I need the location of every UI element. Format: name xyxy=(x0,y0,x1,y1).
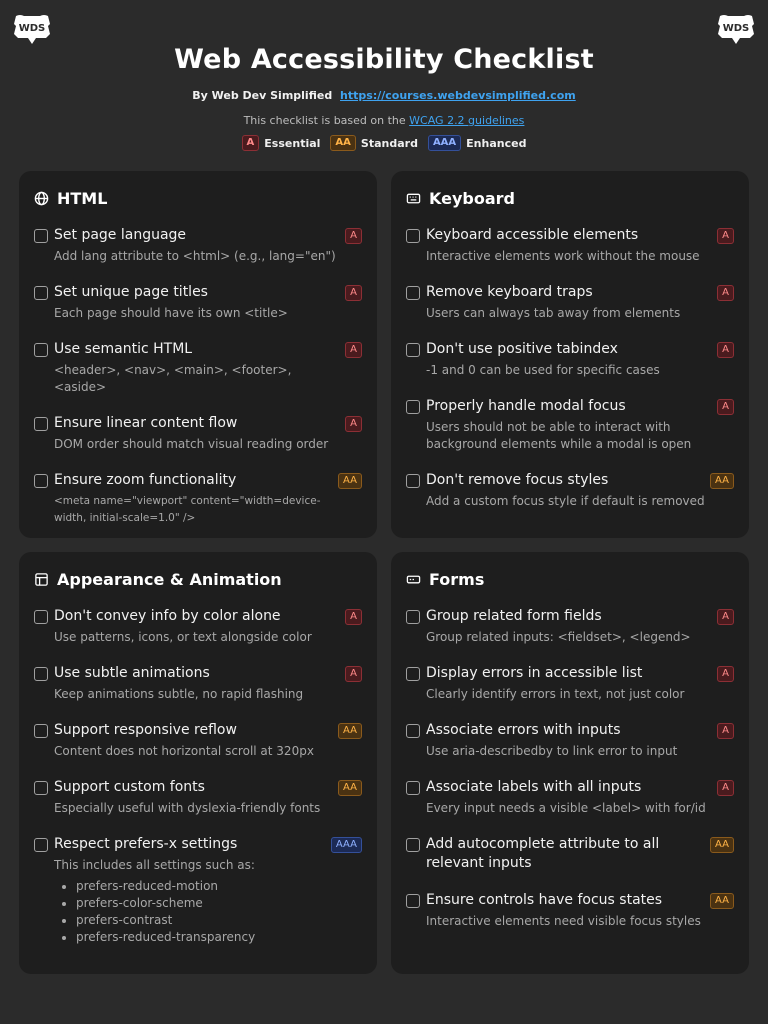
legend-label: Standard xyxy=(360,136,418,150)
checklist-item xyxy=(406,340,734,379)
wds-logo xyxy=(10,12,54,48)
checklist-item xyxy=(406,721,734,760)
logo-text: WDS xyxy=(18,23,46,34)
checkbox[interactable] xyxy=(406,667,420,681)
level-badge: AA xyxy=(338,473,362,489)
section-title-text: HTML xyxy=(57,189,108,208)
level-badge: AAA xyxy=(331,837,362,853)
level-badge: A xyxy=(345,342,362,358)
section-title xyxy=(34,189,362,208)
level-badge: A xyxy=(345,285,362,301)
settings-list-item: • prefers-reduced-transparency xyxy=(76,929,336,946)
item-description: Use patterns, icons, or text alongside color xyxy=(54,630,312,644)
checklist-item xyxy=(406,397,734,453)
checkbox[interactable] xyxy=(406,286,420,300)
level-badge: AA xyxy=(710,837,734,853)
basis-prefix: This checklist is based on the xyxy=(243,114,406,127)
item-description: Each page should have its own <title> xyxy=(54,306,288,320)
level-badge: A xyxy=(717,228,734,244)
item-description: Add a custom focus style if default is removed xyxy=(426,494,705,508)
legend-item xyxy=(428,135,527,151)
level-badge: AAA xyxy=(428,135,461,151)
section-title-text: Forms xyxy=(429,570,485,589)
checkbox[interactable] xyxy=(34,286,48,300)
item-label[interactable]: Display errors in accessible list xyxy=(426,665,643,681)
item-label[interactable]: Ensure controls have focus states xyxy=(426,892,663,908)
item-description: Especially useful with dyslexia-friendly fonts xyxy=(54,801,321,815)
item-description: Interactive elements need visible focus styles xyxy=(426,914,701,928)
section-title xyxy=(406,189,734,208)
byline-author: By Web Dev Simplified xyxy=(192,89,333,102)
item-description: Interactive elements work without the mouse xyxy=(426,249,700,263)
checklist-item xyxy=(406,607,734,646)
page-title: Web Accessibility Checklist xyxy=(174,44,594,75)
level-badge: A xyxy=(345,228,362,244)
level-badge: A xyxy=(717,723,734,739)
item-label[interactable]: Use subtle animations xyxy=(54,665,210,681)
input-icon xyxy=(406,572,421,587)
checklist-item xyxy=(406,778,734,817)
legend-item xyxy=(330,135,418,151)
settings-list-item: • prefers-reduced-motion xyxy=(76,878,336,895)
item-description: Content does not horizontal scroll at 320px xyxy=(54,744,314,758)
checklist-item xyxy=(34,721,362,760)
item-description: -1 and 0 can be used for specific cases xyxy=(426,363,660,377)
item-description: Use aria-describedby to link error to input xyxy=(426,744,678,758)
checkbox[interactable] xyxy=(406,781,420,795)
layout-icon xyxy=(34,572,49,587)
legend xyxy=(0,135,768,151)
settings-list xyxy=(76,878,336,946)
checklist-item xyxy=(406,891,734,930)
checklist-item xyxy=(34,778,362,817)
checkbox[interactable] xyxy=(34,724,48,738)
course-link[interactable]: https://courses.webdevsimplified.com xyxy=(340,89,576,102)
settings-list-item: • prefers-contrast xyxy=(76,912,336,929)
checklist-item xyxy=(406,283,734,322)
item-label[interactable]: Support responsive reflow xyxy=(54,722,237,738)
section-card-keyboard xyxy=(391,171,749,538)
level-badge: AA xyxy=(710,473,734,489)
item-description: This includes all settings such as: xyxy=(54,858,255,872)
level-badge: A xyxy=(717,666,734,682)
checkbox[interactable] xyxy=(34,838,48,852)
checklist-grid xyxy=(19,171,749,974)
item-label[interactable]: Remove keyboard traps xyxy=(426,284,593,300)
item-description: Users can always tab away from elements xyxy=(426,306,681,320)
section-card-appearance-animation xyxy=(19,552,377,974)
checkbox[interactable] xyxy=(34,474,48,488)
checklist-item xyxy=(34,664,362,703)
level-badge: A xyxy=(345,609,362,625)
checklist-item xyxy=(34,283,362,322)
page-header xyxy=(0,0,768,151)
section-title xyxy=(34,570,362,589)
basis-note xyxy=(0,114,768,127)
checklist-item xyxy=(34,226,362,265)
keyboard-icon xyxy=(406,191,421,206)
item-description: Users should not be able to interact with background elements while a modal is open xyxy=(426,420,692,451)
item-description: Clearly identify errors in text, not just color xyxy=(426,687,685,701)
legend-item xyxy=(242,135,321,151)
item-description: <header>, <nav>, <main>, <footer>, <aside> xyxy=(54,363,292,394)
level-badge: A xyxy=(717,342,734,358)
checklist-item xyxy=(406,835,734,873)
item-description: DOM order should match visual reading order xyxy=(54,437,329,451)
checkbox[interactable] xyxy=(34,343,48,357)
checkbox[interactable] xyxy=(34,229,48,243)
item-label[interactable]: Properly handle modal focus xyxy=(426,398,626,414)
byline xyxy=(0,89,768,102)
checkbox[interactable] xyxy=(406,474,420,488)
settings-list-item: • prefers-color-scheme xyxy=(76,895,336,912)
checklist-item xyxy=(406,471,734,510)
section-card-forms xyxy=(391,552,749,974)
checkbox[interactable] xyxy=(34,667,48,681)
section-title-text: Keyboard xyxy=(429,189,515,208)
item-label[interactable]: Ensure linear content flow xyxy=(54,415,238,431)
section-title xyxy=(406,570,734,589)
item-label[interactable]: Group related form fields xyxy=(426,608,602,624)
level-badge: AA xyxy=(710,893,734,909)
legend-label: Enhanced xyxy=(466,136,527,150)
checkbox[interactable] xyxy=(34,610,48,624)
item-label[interactable]: Keyboard accessible elements xyxy=(426,227,639,243)
checklist-item xyxy=(34,414,362,453)
item-label[interactable]: Respect prefers-x settings xyxy=(54,836,238,852)
checklist-item xyxy=(34,471,362,527)
item-description: Add lang attribute to <html> (e.g., lang="en") xyxy=(54,249,336,263)
level-badge: A xyxy=(717,609,734,625)
item-label[interactable]: Don't convey info by color alone xyxy=(54,608,281,624)
level-badge: A xyxy=(345,666,362,682)
checklist-item xyxy=(34,340,362,396)
globe-icon xyxy=(34,191,49,206)
checklist-item xyxy=(34,835,362,946)
item-label[interactable]: Set unique page titles xyxy=(54,284,208,300)
checkbox[interactable] xyxy=(406,894,420,908)
checklist-item xyxy=(406,664,734,703)
level-badge: AA xyxy=(330,135,355,151)
level-badge: A xyxy=(242,135,260,151)
logo-text: WDS xyxy=(722,23,750,34)
item-label[interactable]: Support custom fonts xyxy=(54,779,205,795)
level-badge: AA xyxy=(338,780,362,796)
item-label[interactable]: Associate errors with inputs xyxy=(426,722,621,738)
wcag-link[interactable]: WCAG 2.2 guidelines xyxy=(409,114,525,127)
item-description: Every input needs a visible <label> with for/id xyxy=(426,801,706,815)
item-label[interactable]: Ensure zoom functionality xyxy=(54,472,237,488)
wds-logo xyxy=(714,12,758,48)
checkbox[interactable] xyxy=(34,781,48,795)
item-label[interactable]: Add autocomplete attribute to all relevant inputs xyxy=(426,836,660,871)
item-description: <meta name="viewport" content="width=device-width, initial-scale=1.0" /> xyxy=(54,495,321,524)
checkbox[interactable] xyxy=(406,610,420,624)
checkbox[interactable] xyxy=(34,417,48,431)
item-description: Keep animations subtle, no rapid flashing xyxy=(54,687,304,701)
checklist-item xyxy=(406,226,734,265)
checkbox[interactable] xyxy=(406,400,420,414)
item-label[interactable]: Don't use positive tabindex xyxy=(426,341,618,357)
checklist-item xyxy=(34,607,362,646)
item-description: Group related inputs: <fieldset>, <legend> xyxy=(426,630,691,644)
checkbox[interactable] xyxy=(406,838,420,852)
section-card-html xyxy=(19,171,377,538)
level-badge: A xyxy=(717,399,734,415)
level-badge: AA xyxy=(338,723,362,739)
item-label[interactable]: Use semantic HTML xyxy=(54,341,193,357)
checkbox[interactable] xyxy=(406,724,420,738)
checkbox[interactable] xyxy=(406,343,420,357)
item-label[interactable]: Set page language xyxy=(54,227,187,243)
section-title-text: Appearance & Animation xyxy=(57,570,282,589)
checkbox[interactable] xyxy=(406,229,420,243)
level-badge: A xyxy=(717,780,734,796)
level-badge: A xyxy=(717,285,734,301)
level-badge: A xyxy=(345,416,362,432)
item-label[interactable]: Associate labels with all inputs xyxy=(426,779,642,795)
item-label[interactable]: Don't remove focus styles xyxy=(426,472,609,488)
legend-label: Essential xyxy=(264,136,321,150)
